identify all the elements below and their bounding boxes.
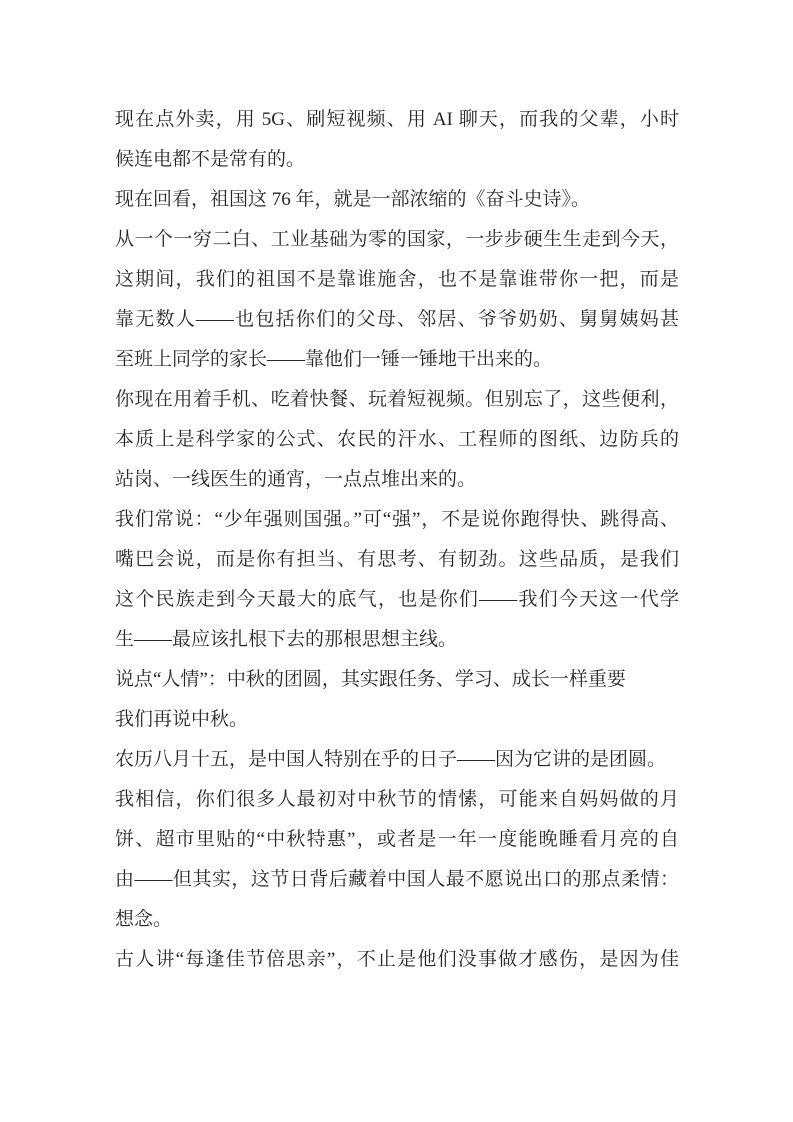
text-line: 饼、超市里贴的“中秋特惠”，或者是一年一度能晚睡看月亮的自	[115, 829, 679, 850]
text-line: 我们常说：“少年强则国强。”可“强”，不是说你跑得快、跳得高、	[115, 509, 679, 530]
text-line: 生——最应该扎根下去的那根思想主线。	[115, 629, 458, 650]
text-line: 古人讲“每逢佳节倍思亲”，不止是他们没事做才感伤，是因为佳	[115, 949, 679, 970]
text-line: 我们再说中秋。	[115, 709, 249, 730]
text-line: 我相信，你们很多人最初对中秋节的情愫，可能来自妈妈做的月	[115, 789, 679, 810]
text-line: 靠无数人——也包括你们的父母、邻居、爷爷奶奶、舅舅姨妈甚	[115, 309, 679, 330]
text-line: 至班上同学的家长——靠他们一锤一锤地干出来的。	[115, 349, 553, 370]
text-line: 候连电都不是常有的。	[115, 149, 306, 170]
document-text-block	[115, 100, 679, 980]
text-line: 从一个一穷二白、工业基础为零的国家，一步步硬生生走到今天，	[115, 229, 679, 250]
text-line: 现在回看，祖国这 76 年，就是一部浓缩的《奋斗史诗》。	[115, 189, 591, 210]
text-line: 嘴巴会说，而是你有担当、有思考、有韧劲。这些品质，是我们	[115, 549, 679, 570]
text-line: 现在点外卖，用 5G、刷短视频、用 AI 聊天，而我的父辈，小时	[115, 109, 679, 130]
text-line: 本质上是科学家的公式、农民的汗水、工程师的图纸、边防兵的	[115, 429, 679, 450]
text-line: 农历八月十五，是中国人特别在乎的日子——因为它讲的是团圆。	[115, 749, 667, 770]
text-line: 你现在用着手机、吃着快餐、玩着短视频。但别忘了，这些便利，	[115, 389, 679, 410]
text-line: 这期间，我们的祖国不是靠谁施舍，也不是靠谁带你一把，而是	[115, 269, 679, 290]
text-line: 想念。	[115, 909, 173, 930]
text-line: 说点“人情”：中秋的团圆，其实跟任务、学习、成长一样重要	[115, 669, 626, 690]
text-line: 由——但其实，这节日背后藏着中国人最不愿说出口的那点柔情：	[115, 869, 679, 890]
text-line: 站岗、一线医生的通宵，一点点堆出来的。	[115, 469, 477, 490]
text-line: 这个民族走到今天最大的底气，也是你们——我们今天这一代学	[115, 589, 679, 610]
